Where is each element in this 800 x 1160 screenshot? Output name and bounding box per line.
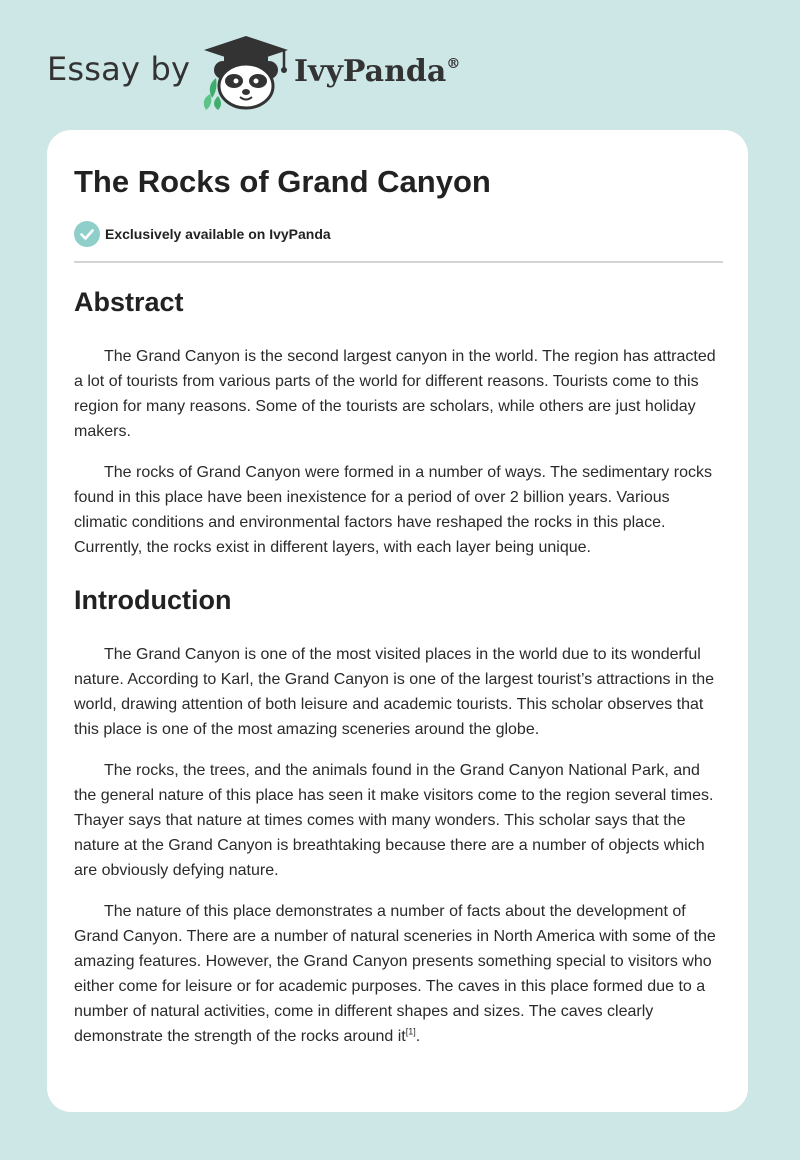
section-heading-introduction: Introduction [74, 585, 232, 615]
section-heading-abstract: Abstract [74, 287, 184, 317]
paragraph: The Grand Canyon is one of the most visited places in the world due to its wonderful nature. According to Karl, the Grand Canyon is one of the largest tourist’s attractions in the world, drawing attention of both leisure and academic tourists. This scholar observes that this place is one of the most amazing sceneries around the globe. [74, 646, 715, 738]
paragraph: The rocks of Grand Canyon were formed in a number of ways. The sedimentary rocks found in this place have been inexistence for a period of over 2 billion years. Various climatic conditions and environmental factors have reshaped the rocks in this place. Currently, the rocks exist in different layers, with each layer being unique. [74, 464, 712, 556]
brand-name[interactable]: IvyPanda® [294, 54, 461, 89]
page-title: The Rocks of Grand Canyon [74, 164, 491, 199]
essay-body [74, 280, 726, 1049]
essay-card [47, 130, 748, 1112]
footnote-link[interactable]: [1] [405, 1026, 416, 1037]
paragraph: The rocks, the trees, and the animals found in the Grand Canyon National Park, and the general nature of this place has seen it make visitors come to the region several times. Thayer says that nature at times comes with many wonders. This scholar says that the nature at the Grand Canyon is breathtaking because there are a number of objects which are obviously defying nature. [74, 762, 714, 879]
check-circle-icon [74, 221, 100, 247]
badge-label: Exclusively available on IvyPanda [105, 226, 331, 242]
paragraph: The nature of this place demonstrates a number of facts about the development of Grand Canyon. There are a number of natural sceneries in North America with some of the amazing features. However, the Grand Canyon presents something special to visitors who either come for leisure or for academic purposes. The caves in this place formed due to a number of natural activities, come in different shapes and sizes. The caves clearly demonstrate the strength of the rocks around it[1]. [74, 903, 716, 1045]
exclusive-badge [74, 221, 331, 247]
paragraph: The Grand Canyon is the second largest canyon in the world. The region has attracted a lot of tourists from various parts of the world for different reasons. Tourists come to this region for many reasons. Some of the tourists are scholars, while others are just holiday makers. [74, 348, 716, 440]
brand-prefix: Essay by [47, 50, 191, 88]
ivypanda-logo-icon[interactable] [196, 34, 292, 110]
divider [74, 261, 723, 263]
site-header [0, 0, 800, 130]
